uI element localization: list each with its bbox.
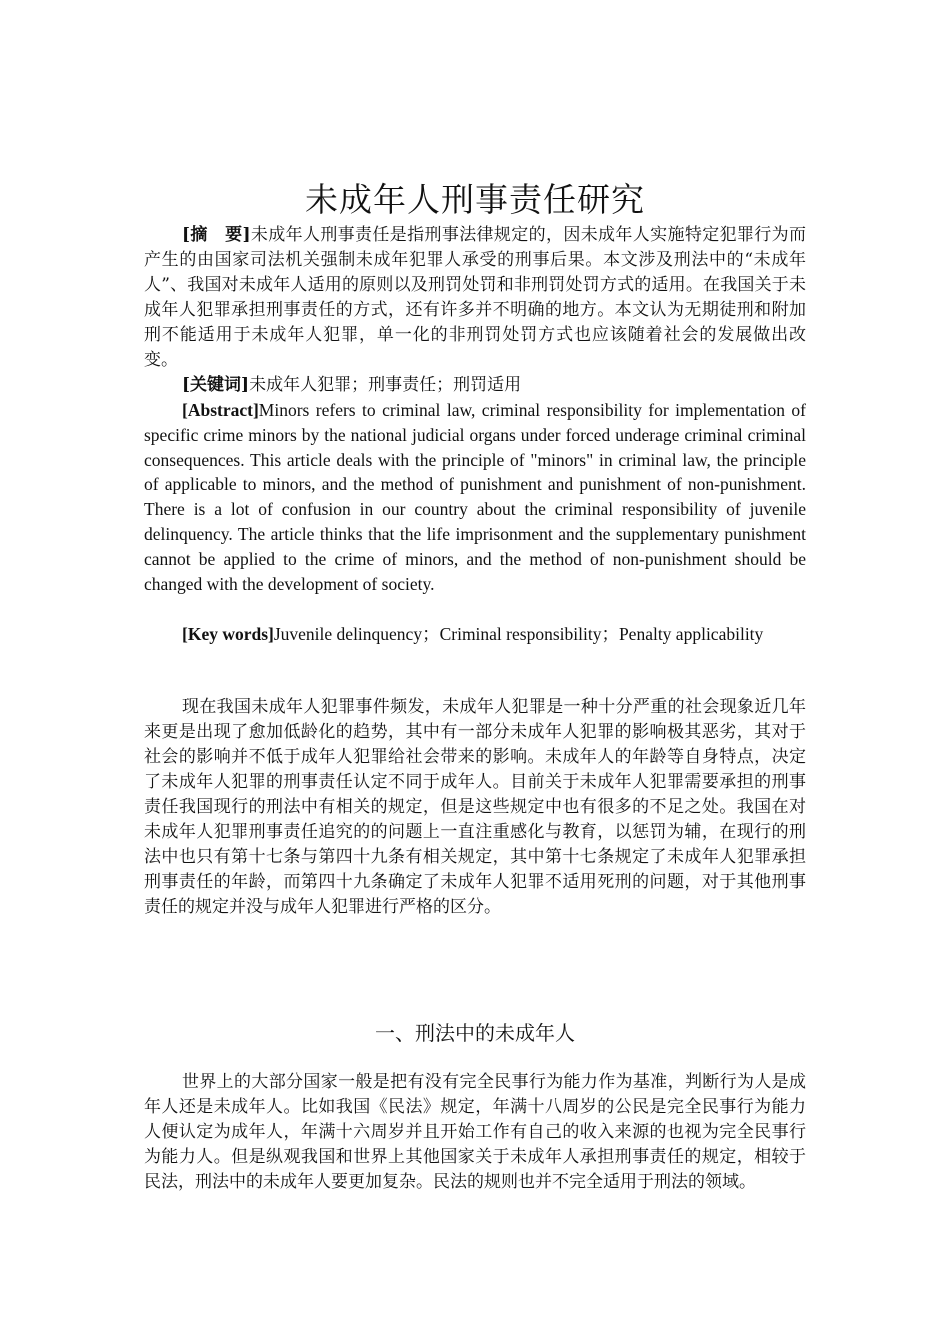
abstract-cn bbox=[144, 223, 806, 373]
abstract-cn-text: 未成年人刑事责任是指刑事法律规定的，因未成年人实施特定犯罪行为而产生的由国家司法机关强制未成年犯罪人承受的刑事后果。本文涉及刑法中的“未成年人”、我国对未成年人适用的原则以及刑罚处罚和非刑罚处罚方式的适用。在我国关于未成年人犯罪承担刑事责任的方式，还有许多并不明确的地方。本文认为无期徒刑和附加刑不能适用于未成年人犯罪，单一化的非刑罚处罚方式也应该随着社会的发展做出改变。 bbox=[144, 225, 807, 370]
paper-title: 未成年人刑事责任研究 bbox=[305, 180, 645, 219]
section-1-heading: 一、刑法中的未成年人 bbox=[375, 1021, 575, 1045]
keywords-cn-label: [关键词] bbox=[182, 375, 250, 395]
section-1-paragraph: 世界上的大部分国家一般是把有没有完全民事行为能力作为基准，判断行为人是成年人还是未成年人。比如我国《民法》规定，年满十八周岁的公民是完全民事行为能力人便认定为成年人，年满十六周岁并且开始工作有自己的收入来源的也视为完全民事行为能力人。但是纵观我国和世界上其他国家关于未成年人承担刑事责任的规定，相较于民法，刑法中的未成年人要更加复杂。民法的规则也并不完全适用于刑法的领域。 bbox=[144, 1072, 806, 1192]
keywords-en bbox=[144, 622, 806, 647]
abstract-en-text: Minors refers to criminal law, criminal responsibility for implementation of specific crime minors by the national judicial organs under forced underage criminal criminal consequences. This article deals with the principle of "minors" in criminal law, the principle of applicable to minors, and the method of punishment and punishment of non-punishment. There is a lot of confusion in our country about the criminal responsibility of juvenile delinquency. The article thinks that the life imprisonment and the supplementary punishment cannot be applied to the crime of minors, and the method of non-punishment should be changed with the development of society. bbox=[144, 400, 806, 594]
keywords-en-label: [Key words] bbox=[182, 624, 274, 644]
keywords-en-text: Juvenile delinquency；Criminal responsibility；Penalty applicability bbox=[273, 624, 764, 644]
abstract-cn-label: [摘 要] bbox=[182, 225, 251, 245]
abstract-en-label: [Abstract] bbox=[182, 400, 259, 420]
keywords-cn bbox=[144, 373, 806, 398]
intro-paragraph: 现在我国未成年人犯罪事件频发，未成年人犯罪是一种十分严重的社会现象近几年来更是出现了愈加低龄化的趋势，其中有一部分未成年人犯罪的影响极其恶劣，其对于社会的影响并不低于成年人犯罪给社会带来的影响。未成年人的年龄等自身特点，决定了未成年人犯罪的刑事责任认定不同于成年人。目前关于未成年人犯罪需要承担的刑事责任我国现行的刑法中有相关的规定，但是这些规定中也有很多的不足之处。我国在对未成年人犯罪刑事责任追究的的问题上一直注重感化与教育，以惩罚为辅，在现行的刑法中也只有第十七条与第四十九条有相关规定，其中第十七条规定了未成年人犯罪承担刑事责任的年龄，而第四十九条确定了未成年人犯罪不适用死刑的问题，对于其他刑事责任的规定并没与成年人犯罪进行严格的区分。 bbox=[144, 697, 806, 917]
keywords-cn-text: 未成年人犯罪；刑事责任；刑罚适用 bbox=[249, 375, 522, 395]
abstract-en bbox=[144, 398, 806, 596]
